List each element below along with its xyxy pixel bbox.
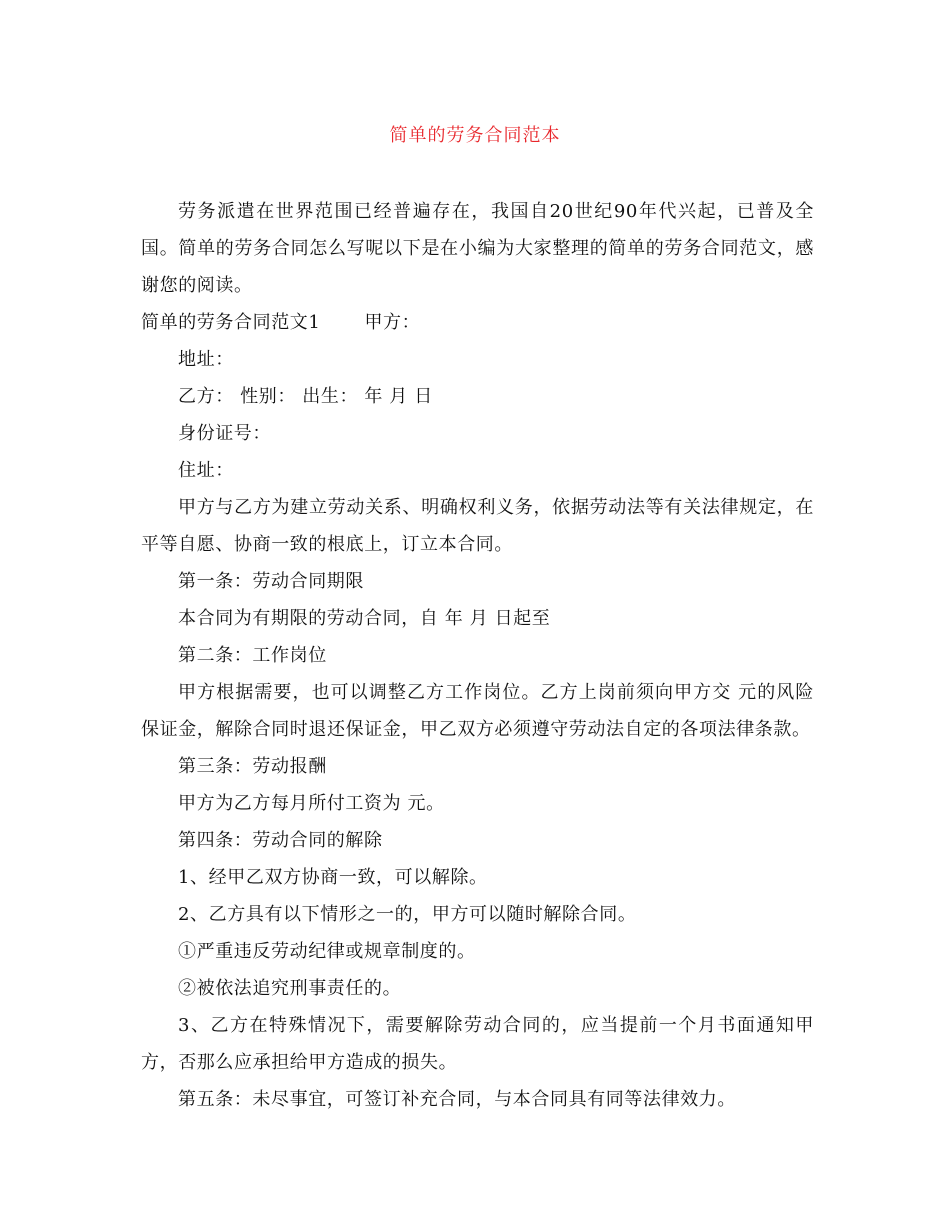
- article1-body: 本合同为有期限的劳动合同，自 年 月 日起至: [178, 608, 551, 629]
- article1-title: 第一条：劳动合同期限: [178, 571, 364, 592]
- article4-item2b: ②被依法追究刑事责任的。: [178, 978, 402, 999]
- article4-item2a: ①严重违反劳动纪律或规章制度的。: [178, 941, 476, 962]
- id-number-line: 身份证号：: [178, 423, 271, 444]
- document-title: 简单的劳务合同范本: [389, 125, 561, 146]
- party-a-address: 地址：: [178, 349, 234, 370]
- preamble-paragraph: 甲方与乙方为建立劳动关系、明确权利义务，依据劳动法等有关法律规定，在平等自愿、协商一致的根底上，订立本合同。: [141, 497, 814, 555]
- party-a-label: 甲方：: [364, 312, 421, 333]
- article4-item2: 2、乙方具有以下情形之一的，甲方可以随时解除合同。: [178, 904, 637, 925]
- article2-body: 甲方根据需要，也可以调整乙方工作岗位。乙方上岗前须向甲方交 元的风险保证金，解除合同时退还保证金，甲乙双方必须遵守劳动法自定的各项法律条款。: [141, 682, 814, 740]
- residence-line: 住址：: [178, 460, 234, 481]
- party-b-line: 乙方： 性别： 出生： 年 月 日: [178, 386, 433, 407]
- article4-item1: 1、经甲乙双方协商一致，可以解除。: [178, 867, 488, 888]
- sample-heading: 简单的劳务合同范文1: [141, 312, 321, 333]
- document-body: [141, 193, 814, 1118]
- article3-title: 第三条：劳动报酬: [178, 756, 327, 777]
- article5-line: 第五条：未尽事宜，可签订补充合同，与本合同具有同等法律效力。: [178, 1089, 736, 1110]
- article4-item3: 3、乙方在特殊情况下，需要解除劳动合同的，应当提前一个月书面通知甲方，否那么应承担给甲方造成的损失。: [141, 1015, 814, 1073]
- article2-title: 第二条：工作岗位: [178, 645, 327, 666]
- sample-heading-line: [141, 304, 814, 341]
- intro-paragraph: 劳务派遣在世界范围已经普遍存在，我国自20世纪90年代兴起，已普及全国。简单的劳务合同怎么写呢以下是在小编为大家整理的简单的劳务合同范文，感谢您的阅读。: [141, 201, 814, 296]
- article3-body: 甲方为乙方每月所付工资为 元。: [178, 793, 445, 814]
- article4-title: 第四条：劳动合同的解除: [178, 830, 383, 851]
